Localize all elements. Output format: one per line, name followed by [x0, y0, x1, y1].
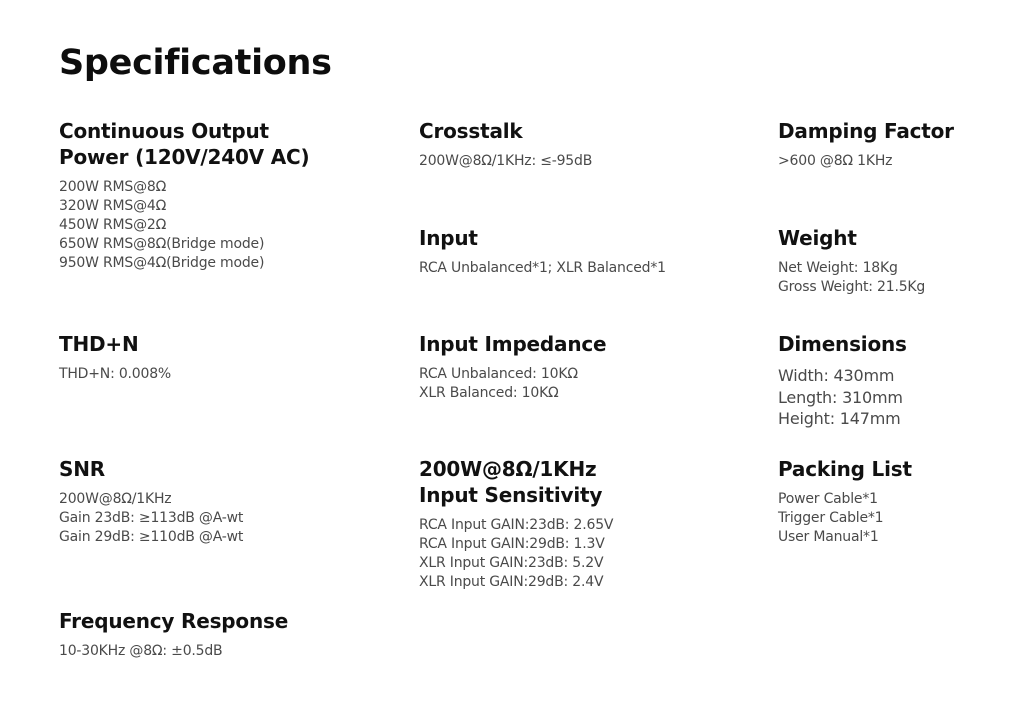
- spec-value: 320W RMS@4Ω: [59, 198, 167, 214]
- spec-weight: [778, 225, 925, 297]
- spec-heading-line2: Input Sensitivity: [419, 483, 603, 507]
- spec-snr: [59, 456, 243, 547]
- spec-value: XLR Input GAIN:23dB: 5.2V: [419, 555, 604, 571]
- spec-dimensions: [778, 331, 907, 430]
- spec-heading: Dimensions: [778, 332, 907, 356]
- spec-value: Length: 310mm: [778, 387, 903, 407]
- spec-value: RCA Input GAIN:23dB: 2.65V: [419, 517, 614, 533]
- spec-packing-list: [778, 456, 912, 547]
- spec-value: 950W RMS@4Ω(Bridge mode): [59, 255, 265, 271]
- spec-input-sensitivity: [419, 456, 613, 592]
- spec-frequency-response: [59, 608, 288, 661]
- spec-heading: [419, 456, 613, 508]
- spec-heading: Input: [419, 226, 478, 250]
- spec-value: RCA Unbalanced: 10KΩ: [419, 366, 578, 382]
- spec-heading-line1: 200W@8Ω/1KHz: [419, 457, 597, 481]
- page-title: Specifications: [59, 43, 332, 83]
- spec-values: [778, 490, 912, 547]
- spec-values: [419, 259, 666, 278]
- spec-heading: Packing List: [778, 457, 912, 481]
- spec-values: [59, 490, 243, 547]
- spec-thd-n: [59, 331, 171, 384]
- spec-value: 200W RMS@8Ω: [59, 179, 167, 195]
- spec-heading: Weight: [778, 226, 857, 250]
- spec-value: 200W@8Ω/1KHz: ≤-95dB: [419, 153, 593, 169]
- spec-value: THD+N: 0.008%: [59, 366, 172, 382]
- spec-value: Width: 430mm: [778, 366, 895, 385]
- spec-value: 200W@8Ω/1KHz: [59, 491, 172, 507]
- spec-heading: Frequency Response: [59, 609, 289, 633]
- spec-values: [59, 178, 309, 273]
- spec-values: [59, 642, 288, 661]
- spec-heading: Damping Factor: [778, 119, 954, 143]
- spec-value: 450W RMS@2Ω: [59, 217, 167, 233]
- spec-value: Trigger Cable*1: [778, 510, 884, 526]
- spec-value: Net Weight: 18Kg: [778, 260, 898, 276]
- spec-continuous-output-power: [59, 118, 309, 273]
- spec-value: 650W RMS@8Ω(Bridge mode): [59, 236, 265, 252]
- spec-heading-line1: Continuous Output: [59, 119, 269, 143]
- spec-input-impedance: [419, 331, 606, 403]
- spec-value: Power Cable*1: [778, 491, 878, 507]
- spec-value: Gain 29dB: ≥110dB @A-wt: [59, 529, 244, 545]
- spec-value: Gain 23dB: ≥113dB @A-wt: [59, 510, 244, 526]
- spec-value: Height: 147mm: [778, 409, 901, 428]
- spec-values: [778, 152, 954, 171]
- spec-value: >600 @8Ω 1KHz: [778, 153, 893, 169]
- spec-value: RCA Input GAIN:29dB: 1.3V: [419, 536, 605, 552]
- spec-damping-factor: [778, 118, 954, 171]
- spec-heading-line2: Power (120V/240V AC): [59, 145, 310, 169]
- spec-heading: Input Impedance: [419, 332, 607, 356]
- spec-value: XLR Balanced: 10KΩ: [419, 385, 559, 401]
- spec-values: [419, 365, 606, 403]
- spec-values: [419, 152, 592, 171]
- spec-values: [778, 259, 925, 297]
- spec-value: 10-30KHz @8Ω: ±0.5dB: [59, 643, 223, 659]
- spec-values: [59, 365, 171, 384]
- spec-value: XLR Input GAIN:29dB: 2.4V: [419, 574, 604, 590]
- spec-values: [778, 365, 907, 430]
- spec-heading: THD+N: [59, 332, 139, 356]
- spec-input: [419, 225, 666, 278]
- spec-value: Gross Weight: 21.5Kg: [778, 279, 926, 295]
- spec-crosstalk: [419, 118, 592, 171]
- spec-value: RCA Unbalanced*1; XLR Balanced*1: [419, 260, 666, 276]
- spec-value: User Manual*1: [778, 529, 879, 545]
- spec-heading: Crosstalk: [419, 119, 523, 143]
- spec-heading: SNR: [59, 457, 105, 481]
- spec-heading: [59, 118, 309, 170]
- spec-values: [419, 516, 613, 592]
